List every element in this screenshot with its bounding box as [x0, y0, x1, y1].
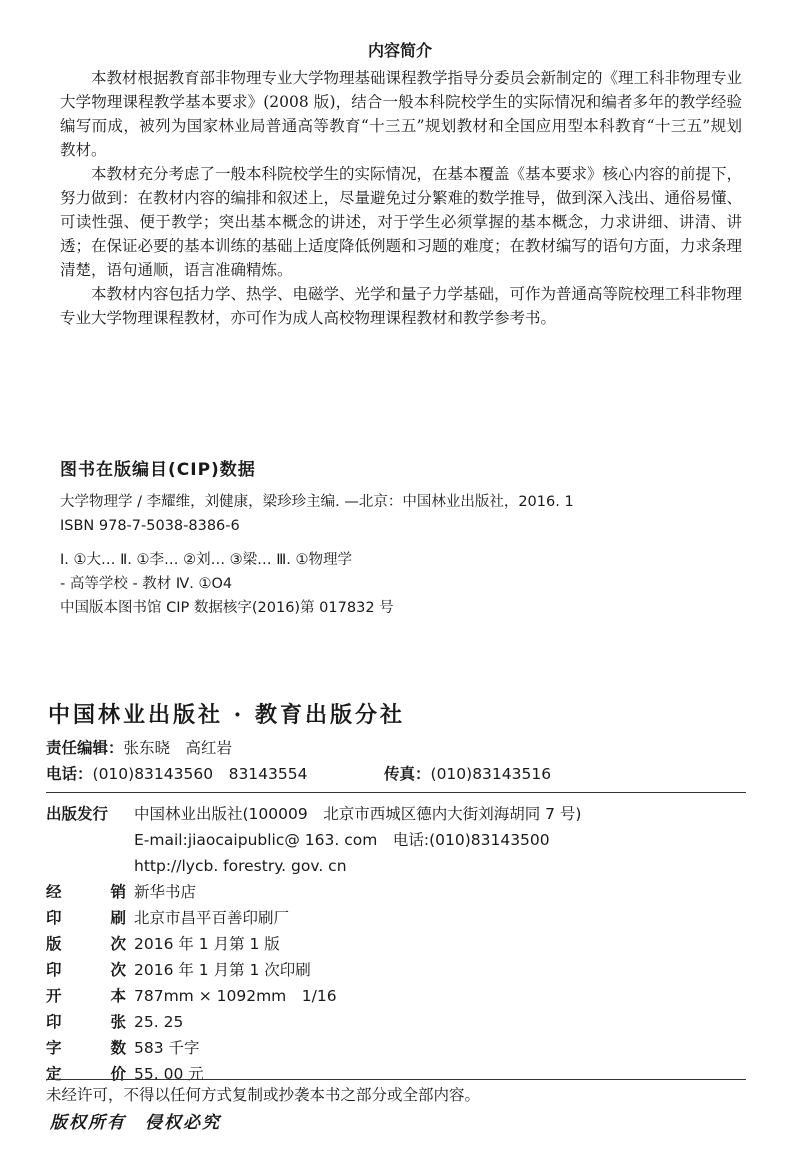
intro-paragraph-2: 本教材充分考虑了一般本科院校学生的实际情况，在基本覆盖《基本要求》核心内容的前提下，努力做到：在教材内容的编排和叙述上，尽量避免过分繁难的数学推导，做到深入浅出、通俗易懂、可读性强、便于教学；突出基本概念的讲述，对于学生必须掌握的基本概念，力求讲细、讲清、讲透；在保证必要的基本训练的基础上适度降低例题和习题的难度；在教材编写的语句方面，力求条理清楚，语句通顺，语言准确精炼。 [60, 165, 743, 279]
info-row-distribution [46, 879, 766, 905]
info-label: 印 刷 [46, 909, 126, 927]
info-row-format [46, 983, 766, 1009]
info-row-edition [46, 931, 766, 957]
info-label: 印 张 [46, 1013, 126, 1031]
intro-paragraph-1: 本教材根据教育部非物理专业大学物理基础课程教学指导分委员会新制定的《理工科非物理专业大学物理课程教学基本要求》(2008 版)，结合一般本科院校学生的实际情况和编者多年的教学经验编写而成，被列为国家林业局普通高等教育“十三五”规划教材和全国应用型本科教育“十三五”规划教材。 [60, 69, 743, 159]
cip-title: 图书在版编目(CIP)数据 [60, 460, 256, 480]
phone-value: (010)83143560 83143554 [92, 765, 308, 783]
info-value: 2016 年 1 月第 1 版 [134, 935, 280, 953]
fax-label: 传真： [384, 765, 431, 783]
phone-label: 电话： [46, 765, 93, 783]
issue-email-row [46, 827, 766, 853]
divider-top [46, 792, 746, 793]
info-label: 版 次 [46, 935, 126, 953]
info-row-printer [46, 905, 766, 931]
contact-row [46, 761, 766, 787]
info-label: 字 数 [46, 1039, 126, 1057]
info-label: 定 价 [46, 1065, 126, 1083]
issue-website: http://lycb. forestry. gov. cn [134, 857, 347, 875]
fax-group [384, 761, 551, 787]
info-label: 印 次 [46, 961, 126, 979]
issue-website-row [46, 853, 766, 879]
info-value: 2016 年 1 月第 1 次印刷 [134, 961, 311, 979]
issue-label: 出版发行 [46, 805, 109, 823]
fax-value: (010)83143516 [430, 765, 552, 783]
info-value: 55. 00 元 [134, 1065, 204, 1083]
intro-paragraph-3: 本教材内容包括力学、热学、电磁学、光学和量子力学基础，可作为普通高等院校理工科非物理专业大学物理课程教材，亦可作为成人高校物理课程教材和教学参考书。 [60, 285, 743, 327]
cip-line-classification: Ⅰ. ①大… Ⅱ. ①李… ②刘… ③梁… Ⅲ. ①物理学 [60, 552, 352, 568]
info-row-wordcount [46, 1035, 766, 1061]
editor-row [46, 735, 766, 761]
cip-block [60, 455, 760, 620]
info-label: 经 销 [46, 883, 126, 901]
info-value: 787mm × 1092mm 1/16 [134, 987, 337, 1005]
publisher-name: 中国林业出版社 · 教育出版分社 [48, 702, 405, 728]
cip-line-isbn: ISBN 978-7-5038-8386-6 [60, 518, 240, 534]
publisher-block [46, 698, 766, 787]
editor-value: 张东晓 高红岩 [123, 739, 233, 757]
editor-label: 责任编辑： [46, 739, 124, 757]
publication-info [46, 801, 766, 1087]
divider-bottom [46, 1079, 746, 1080]
copyright-notice: 未经许可，不得以任何方式复制或抄袭本书之部分或全部内容。 [46, 1086, 481, 1104]
info-label: 开 本 [46, 987, 126, 1005]
info-value: 新华书店 [134, 883, 197, 901]
cip-line-subject: - 高等学校 - 教材 Ⅳ. ①O4 [60, 576, 233, 592]
intro-title: 内容简介 [367, 41, 432, 60]
info-value: 583 千字 [134, 1039, 200, 1057]
info-value: 北京市昌平百善印刷厂 [134, 909, 290, 927]
issue-address: 中国林业出版社(100009 北京市西城区德内大街刘海胡同 7 号) [134, 805, 582, 823]
intro-body [60, 66, 742, 330]
issue-row [46, 801, 766, 827]
issue-email: E-mail:jiaocaipublic@ 163. com 电话:(010)83143500 [134, 831, 550, 849]
cip-line-record: 中国版本图书馆 CIP 数据核字(2016)第 017832 号 [60, 600, 394, 616]
rights-reserved: 版权所有 侵权必究 [50, 1113, 221, 1133]
info-row-sheets [46, 1009, 766, 1035]
cip-line-title: 大学物理学 / 李耀维，刘健康，梁珍珍主编. —北京：中国林业出版社，2016. 1 [60, 494, 574, 510]
info-value: 25. 25 [134, 1013, 184, 1031]
info-row-printing [46, 957, 766, 983]
